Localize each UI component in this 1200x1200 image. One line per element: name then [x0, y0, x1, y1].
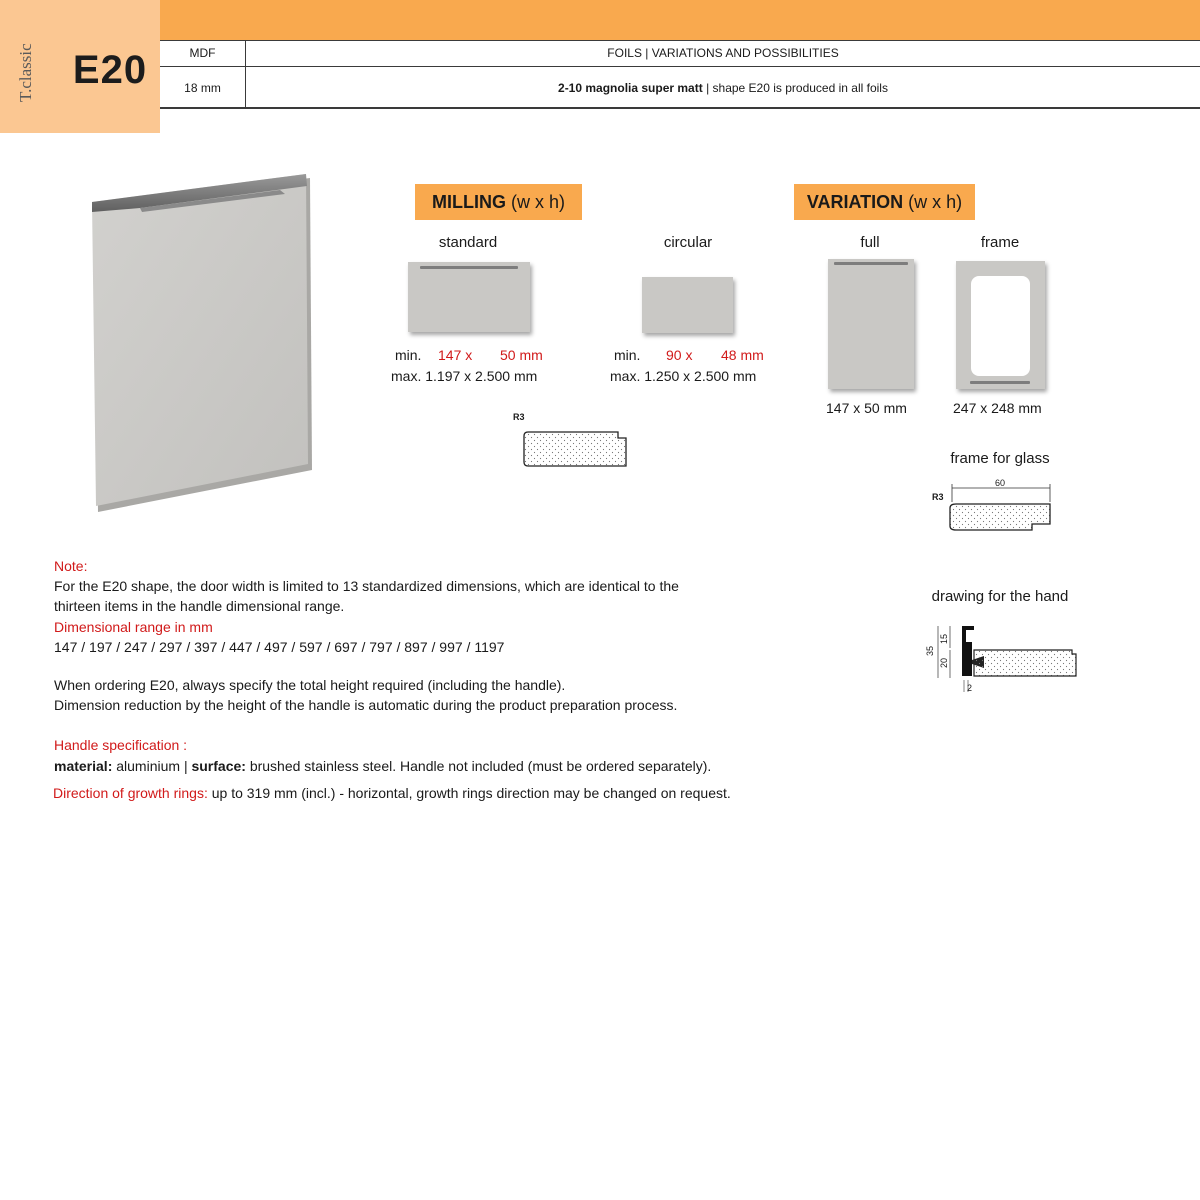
frame-opening — [971, 276, 1030, 376]
circular-label: circular — [663, 234, 713, 251]
frame-variation-sample — [956, 261, 1045, 389]
foil-note: | shape E20 is produced in all foils — [702, 81, 888, 95]
material-label: material: — [54, 758, 113, 774]
circular-milling-sample — [642, 277, 733, 333]
mdf-header: MDF — [189, 46, 216, 60]
hand-dim-15: 15 — [939, 633, 950, 645]
circular-max: max. 1.250 x 2.500 mm — [610, 368, 757, 384]
circular-min-label: min. — [614, 347, 641, 363]
handle-spec-line — [54, 756, 711, 776]
hand-dim-2: 2 — [967, 683, 973, 693]
range-title: Dimensional range in mm — [54, 619, 213, 635]
standard-min-height: 50 mm — [500, 347, 543, 363]
frame-handle — [970, 381, 1030, 384]
hand-drawing-label: drawing for the hand — [931, 588, 1069, 605]
foil-name: 2-10 magnolia super matt — [558, 81, 703, 95]
frame-glass-r3-label: R3 — [932, 492, 944, 502]
table-divider — [160, 66, 1200, 67]
circular-min-width: 90 x — [666, 347, 693, 363]
brand-name: T.classic — [16, 43, 35, 102]
product-code: E20 — [72, 48, 148, 92]
foil-description — [246, 81, 1200, 95]
note-line-1: For the E20 shape, the door width is limited to 13 standardized dimensions, which are identical to the — [54, 578, 679, 594]
milling-unit: (w x h) — [511, 192, 565, 212]
mdf-thickness: 18 mm — [184, 81, 221, 95]
handle-spec-title: Handle specification : — [54, 737, 188, 753]
full-dims: 147 x 50 mm — [826, 400, 907, 416]
standard-handle — [420, 266, 518, 269]
table-bottom-border — [160, 107, 1200, 109]
header-accent-bar — [160, 0, 1200, 41]
foils-header: FOILS | VARIATIONS AND POSSIBILITIES — [607, 46, 839, 60]
milling-profile-drawing — [518, 424, 633, 470]
variation-title: VARIATION — [806, 192, 904, 212]
door-illustration — [80, 160, 330, 530]
growth-value: up to 319 mm (incl.) - horizontal, growth rings direction may be changed on request. — [207, 785, 731, 801]
material-value: aluminium | — [112, 758, 192, 774]
frame-dims: 247 x 248 mm — [953, 400, 1042, 416]
standard-milling-sample — [408, 262, 530, 332]
standard-min-label: min. — [395, 347, 422, 363]
variation-tag — [794, 184, 975, 220]
frame-label: frame — [980, 234, 1020, 251]
note-line-2: thirteen items in the handle dimensional range. — [54, 598, 345, 614]
growth-rings-line — [53, 783, 731, 803]
range-values: 147 / 197 / 247 / 297 / 397 / 447 / 497 / 597 / 697 / 797 / 897 / 997 / 1197 — [54, 639, 505, 655]
growth-label: Direction of growth rings: — [53, 785, 208, 801]
order-line-2: Dimension reduction by the height of the handle is automatic during the product preparation process. — [54, 697, 678, 713]
door-face — [92, 174, 308, 506]
surface-value: brushed stainless steel. Handle not included (must be ordered separately). — [245, 758, 712, 774]
order-line-1: When ordering E20, always specify the total height required (including the handle). — [54, 677, 566, 693]
note-title: Note: — [54, 558, 88, 574]
brand-logo — [6, 20, 36, 120]
hand-dim-20: 20 — [939, 657, 950, 669]
full-handle — [834, 262, 908, 265]
milling-tag — [415, 184, 582, 220]
standard-min-width: 147 x — [438, 347, 473, 363]
milling-title: MILLING — [431, 192, 506, 212]
surface-label: surface: — [191, 758, 246, 774]
frame-glass-label: frame for glass — [950, 450, 1050, 467]
hand-dim-35: 35 — [925, 645, 936, 657]
standard-label: standard — [438, 234, 498, 251]
standard-max: max. 1.197 x 2.500 mm — [391, 368, 538, 384]
circular-min-height: 48 mm — [721, 347, 764, 363]
profile-r3-label: R3 — [513, 412, 525, 422]
variation-unit: (w x h) — [908, 192, 963, 212]
full-label: full — [860, 234, 880, 251]
full-variation-sample — [828, 259, 914, 389]
frame-glass-width-label: 60 — [995, 478, 1006, 488]
